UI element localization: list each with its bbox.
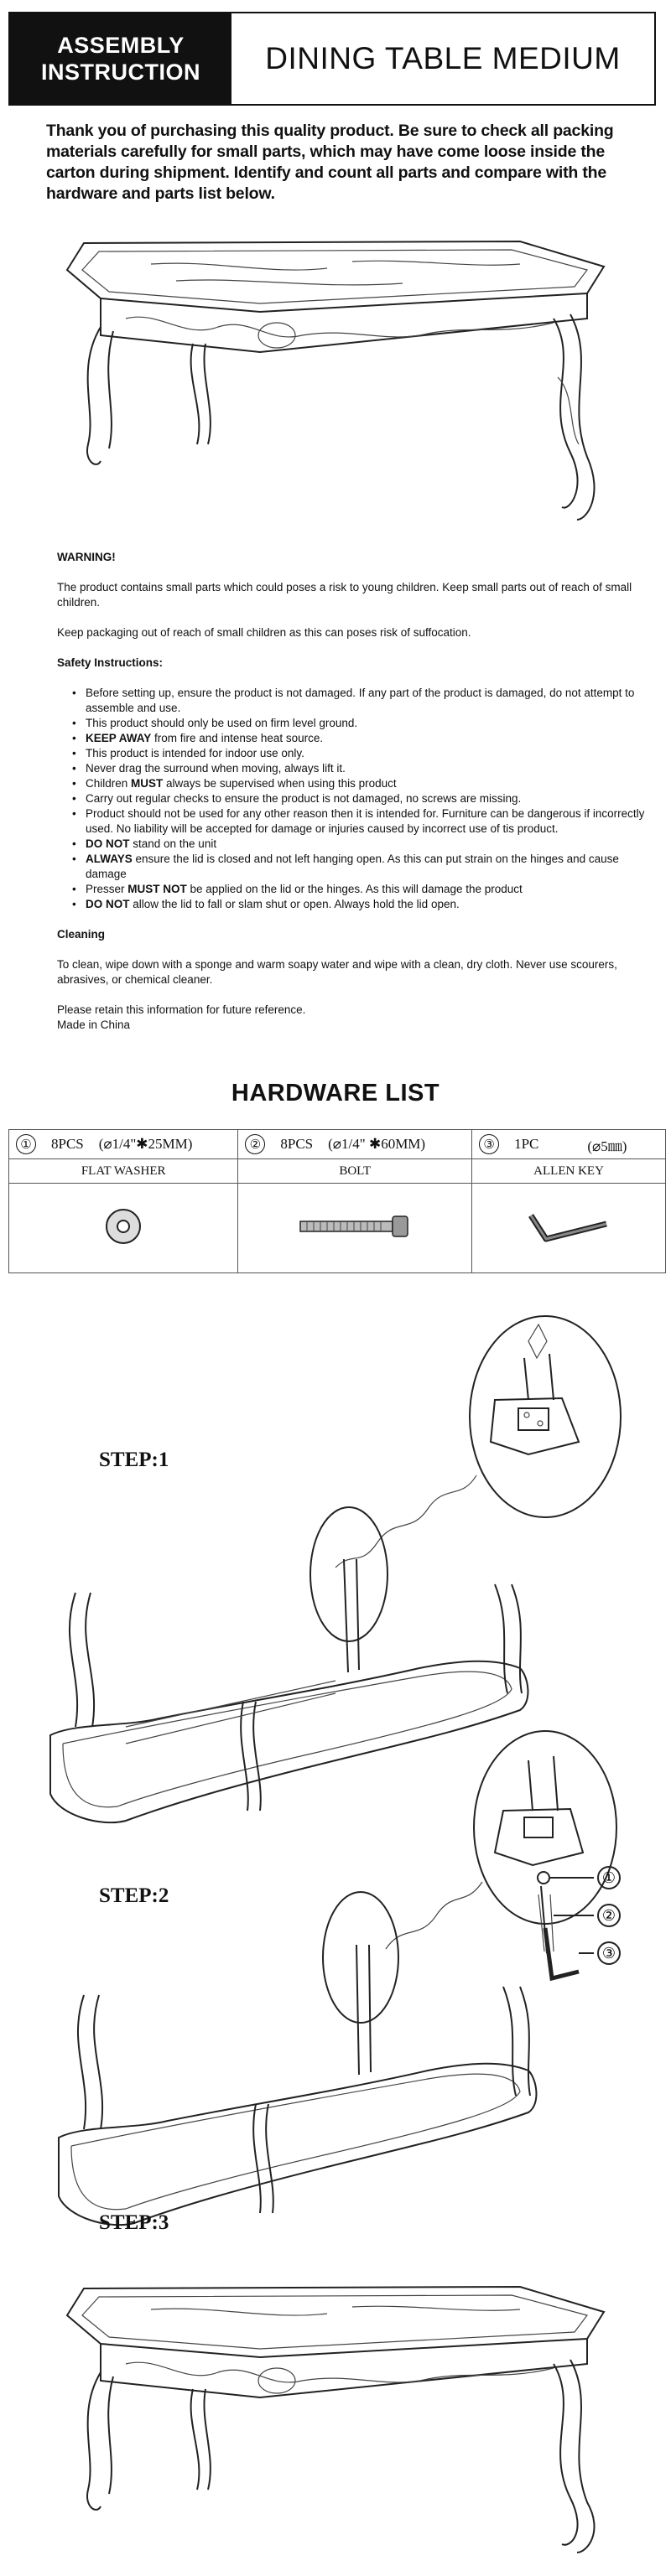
safety-item: • Never drag the surround when moving, always lift it. xyxy=(57,761,648,776)
hardware-name: FLAT WASHER xyxy=(9,1159,238,1184)
hardware-qty: 8PCS xyxy=(51,1136,84,1152)
safety-section xyxy=(57,550,648,1033)
step-3-label: STEP:3 xyxy=(99,2211,169,2234)
packaging-text: Keep packaging out of reach of small children as this can poses risk of suffocation. xyxy=(57,626,471,639)
hardware-size: (⌀5㎜) xyxy=(587,1138,627,1154)
safety-instructions-list xyxy=(57,686,648,912)
safety-item: • KEEP AWAY from fire and intense heat source. xyxy=(57,731,648,746)
hardware-list-title: HARDWARE LIST xyxy=(231,1080,440,1107)
safety-item: • DO NOT allow the lid to fall or slam shut or open. Always hold the lid open. xyxy=(57,897,648,912)
callout-2: ② xyxy=(601,1907,616,1924)
safety-item: • ALWAYS ensure the lid is closed and not left hanging open. As this can put strain on the hinges and cause damage xyxy=(57,852,648,882)
hardware-table xyxy=(8,1129,666,1273)
intro-text: Thank you of purchasing this quality product. Be sure to check all packing materials carefully for small parts, which may have come loose inside the carton during shipment. Identify and count all parts and compare with the hardware and parts list below. xyxy=(46,122,614,203)
warning-heading: WARNING! xyxy=(57,551,116,563)
made-in-text: Made in China xyxy=(57,1018,131,1031)
retain-text: Please retain this information for future reference. xyxy=(57,1003,306,1016)
hardware-spec-cell xyxy=(238,1130,472,1159)
product-title: DINING TABLE MEDIUM xyxy=(265,41,621,75)
bolt-icon xyxy=(292,1210,418,1243)
hardware-qty: 8PCS xyxy=(280,1136,314,1152)
hardware-spec-cell xyxy=(472,1130,666,1159)
safety-item: • This product should only be used on firm level ground. xyxy=(57,716,648,731)
cleaning-text: To clean, wipe down with a sponge and warm soapy water and wipe with a clean, dry cloth. Never use scourers, abrasives, or chemical cleaner. xyxy=(57,958,617,986)
step-3-illustration xyxy=(50,2263,621,2565)
document-header xyxy=(8,12,656,106)
allen-key-icon xyxy=(523,1205,615,1247)
hardware-number: ② xyxy=(245,1134,265,1154)
safety-item: • Product should not be used for any other reason then it is intended for. Furniture can be dangerous if incorrectly used. No liability will be accepted for damage or injuries caused by incorrect use of tis product. xyxy=(57,806,648,837)
safety-item: • Carry out regular checks to ensure the product is not damaged, no screws are missing. xyxy=(57,791,648,806)
hardware-qty: 1PC xyxy=(514,1136,539,1152)
assembly-instruction-badge xyxy=(10,13,231,104)
callout-1: ① xyxy=(601,1869,616,1886)
safety-item: • This product is intended for indoor use only. xyxy=(57,746,648,761)
step-2-illustration xyxy=(34,1727,654,2263)
badge-line-2: INSTRUCTION xyxy=(41,60,200,85)
hardware-size: (⌀1/4" ✱60MM) xyxy=(328,1136,426,1152)
warning-text: The product contains small parts which could poses a risk to young children. Keep small parts out of reach of small children. xyxy=(57,581,632,609)
safety-item: • Presser MUST NOT be applied on the lid or the hinges. As this will damage the product xyxy=(57,882,648,897)
safety-item: • DO NOT stand on the unit xyxy=(57,837,648,852)
badge-line-1: ASSEMBLY xyxy=(57,33,185,58)
hardware-number: ① xyxy=(16,1134,36,1154)
step-2-label: STEP:2 xyxy=(99,1884,169,1907)
safety-item: • Before setting up, ensure the product is not damaged. If any part of the product is damaged, do not attempt to assemble and use. xyxy=(57,686,648,716)
hardware-spec-cell xyxy=(9,1130,238,1159)
dining-table-illustration xyxy=(50,218,621,545)
step-1-label: STEP:1 xyxy=(99,1449,169,1471)
flat-washer-icon xyxy=(98,1201,148,1252)
cleaning-heading: Cleaning xyxy=(57,928,106,941)
callout-3: ③ xyxy=(601,1945,616,1962)
hardware-name: BOLT xyxy=(238,1159,472,1184)
hardware-name: ALLEN KEY xyxy=(472,1159,666,1184)
hardware-size: (⌀1/4"✱25MM) xyxy=(98,1136,193,1152)
safety-item: • Children MUST always be supervised when using this product xyxy=(57,776,648,791)
hardware-number: ③ xyxy=(479,1134,499,1154)
safety-instructions-heading: Safety Instructions: xyxy=(57,656,164,669)
